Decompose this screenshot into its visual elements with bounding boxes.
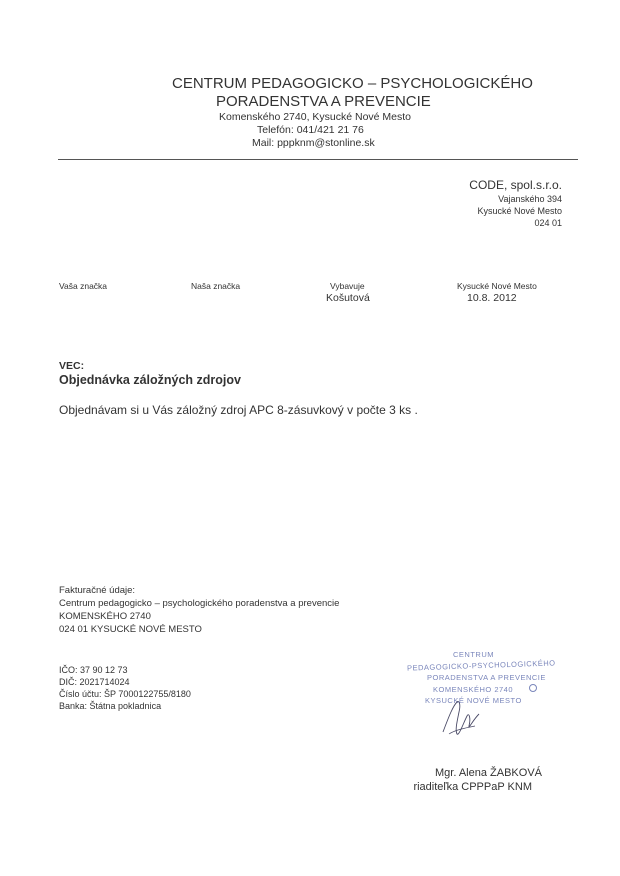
handwritten-signature (435, 696, 495, 740)
recipient-city: Kysucké Nové Mesto (477, 206, 562, 216)
stamp-line2: PEDAGOGICKO-PSYCHOLOGICKÉHO (406, 658, 556, 673)
org-name-line2: PORADENSTVA A PREVENCIE (216, 93, 431, 110)
header-divider (58, 159, 578, 160)
bank-account: Číslo účtu: ŠP 7000122755/8180 (59, 689, 191, 699)
official-stamp (405, 648, 556, 738)
recipient-street: Vajanského 394 (498, 194, 562, 204)
org-phone: Telefón: 041/421 21 76 (257, 124, 364, 136)
stamp-line5: KYSUCKÉ NOVÉ MESTO (425, 696, 522, 705)
body-text: Objednávam si u Vás záložný zdroj APC 8-zásuvkový v počte 3 ks . (59, 403, 418, 417)
bank-name: Banka: Štátna pokladnica (59, 701, 162, 711)
handled-by-value: Košutová (326, 292, 370, 304)
your-ref-label: Vaša značka (59, 281, 108, 291)
billing-city: 024 01 KYSUCKÉ NOVÉ MESTO (59, 624, 202, 635)
stamp-line3: PORADENSTVA A PREVENCIE (427, 673, 546, 682)
stamp-circle-mark (529, 684, 537, 692)
billing-label: Fakturačné údaje: (59, 585, 136, 596)
billing-street: KOMENSKÉHO 2740 (59, 611, 151, 622)
place-label: Kysucké Nové Mesto (457, 281, 537, 291)
stamp-line4: KOMENSKÉHO 2740 (433, 685, 514, 694)
org-address: Komenského 2740, Kysucké Nové Mesto (219, 111, 412, 123)
our-ref-label: Naša značka (191, 281, 241, 291)
handled-by-label: Vybavuje (330, 281, 365, 291)
org-mail: Mail: pppknm@stonline.sk (252, 137, 375, 149)
signatory-role: riaditeľka CPPPaP KNM (413, 781, 532, 793)
subject-label: VEC: (59, 360, 85, 372)
stamp-line1: CENTRUM (453, 650, 494, 659)
billing-org: Centrum pedagogicko – psychologického poradenstva a prevencie (59, 598, 340, 609)
letter-date: 10.8. 2012 (467, 292, 517, 304)
org-name-line1: CENTRUM PEDAGOGICKO – PSYCHOLOGICKÉHO (172, 75, 533, 92)
ico: IČO: 37 90 12 73 (59, 665, 128, 675)
recipient-name: CODE, spol.s.r.o. (469, 178, 562, 192)
dic: DIČ: 2021714024 (59, 677, 130, 687)
recipient-zip: 024 01 (534, 218, 562, 228)
subject-title: Objednávka záložných zdrojov (59, 373, 241, 387)
signatory-name: Mgr. Alena ŽABKOVÁ (435, 767, 542, 779)
